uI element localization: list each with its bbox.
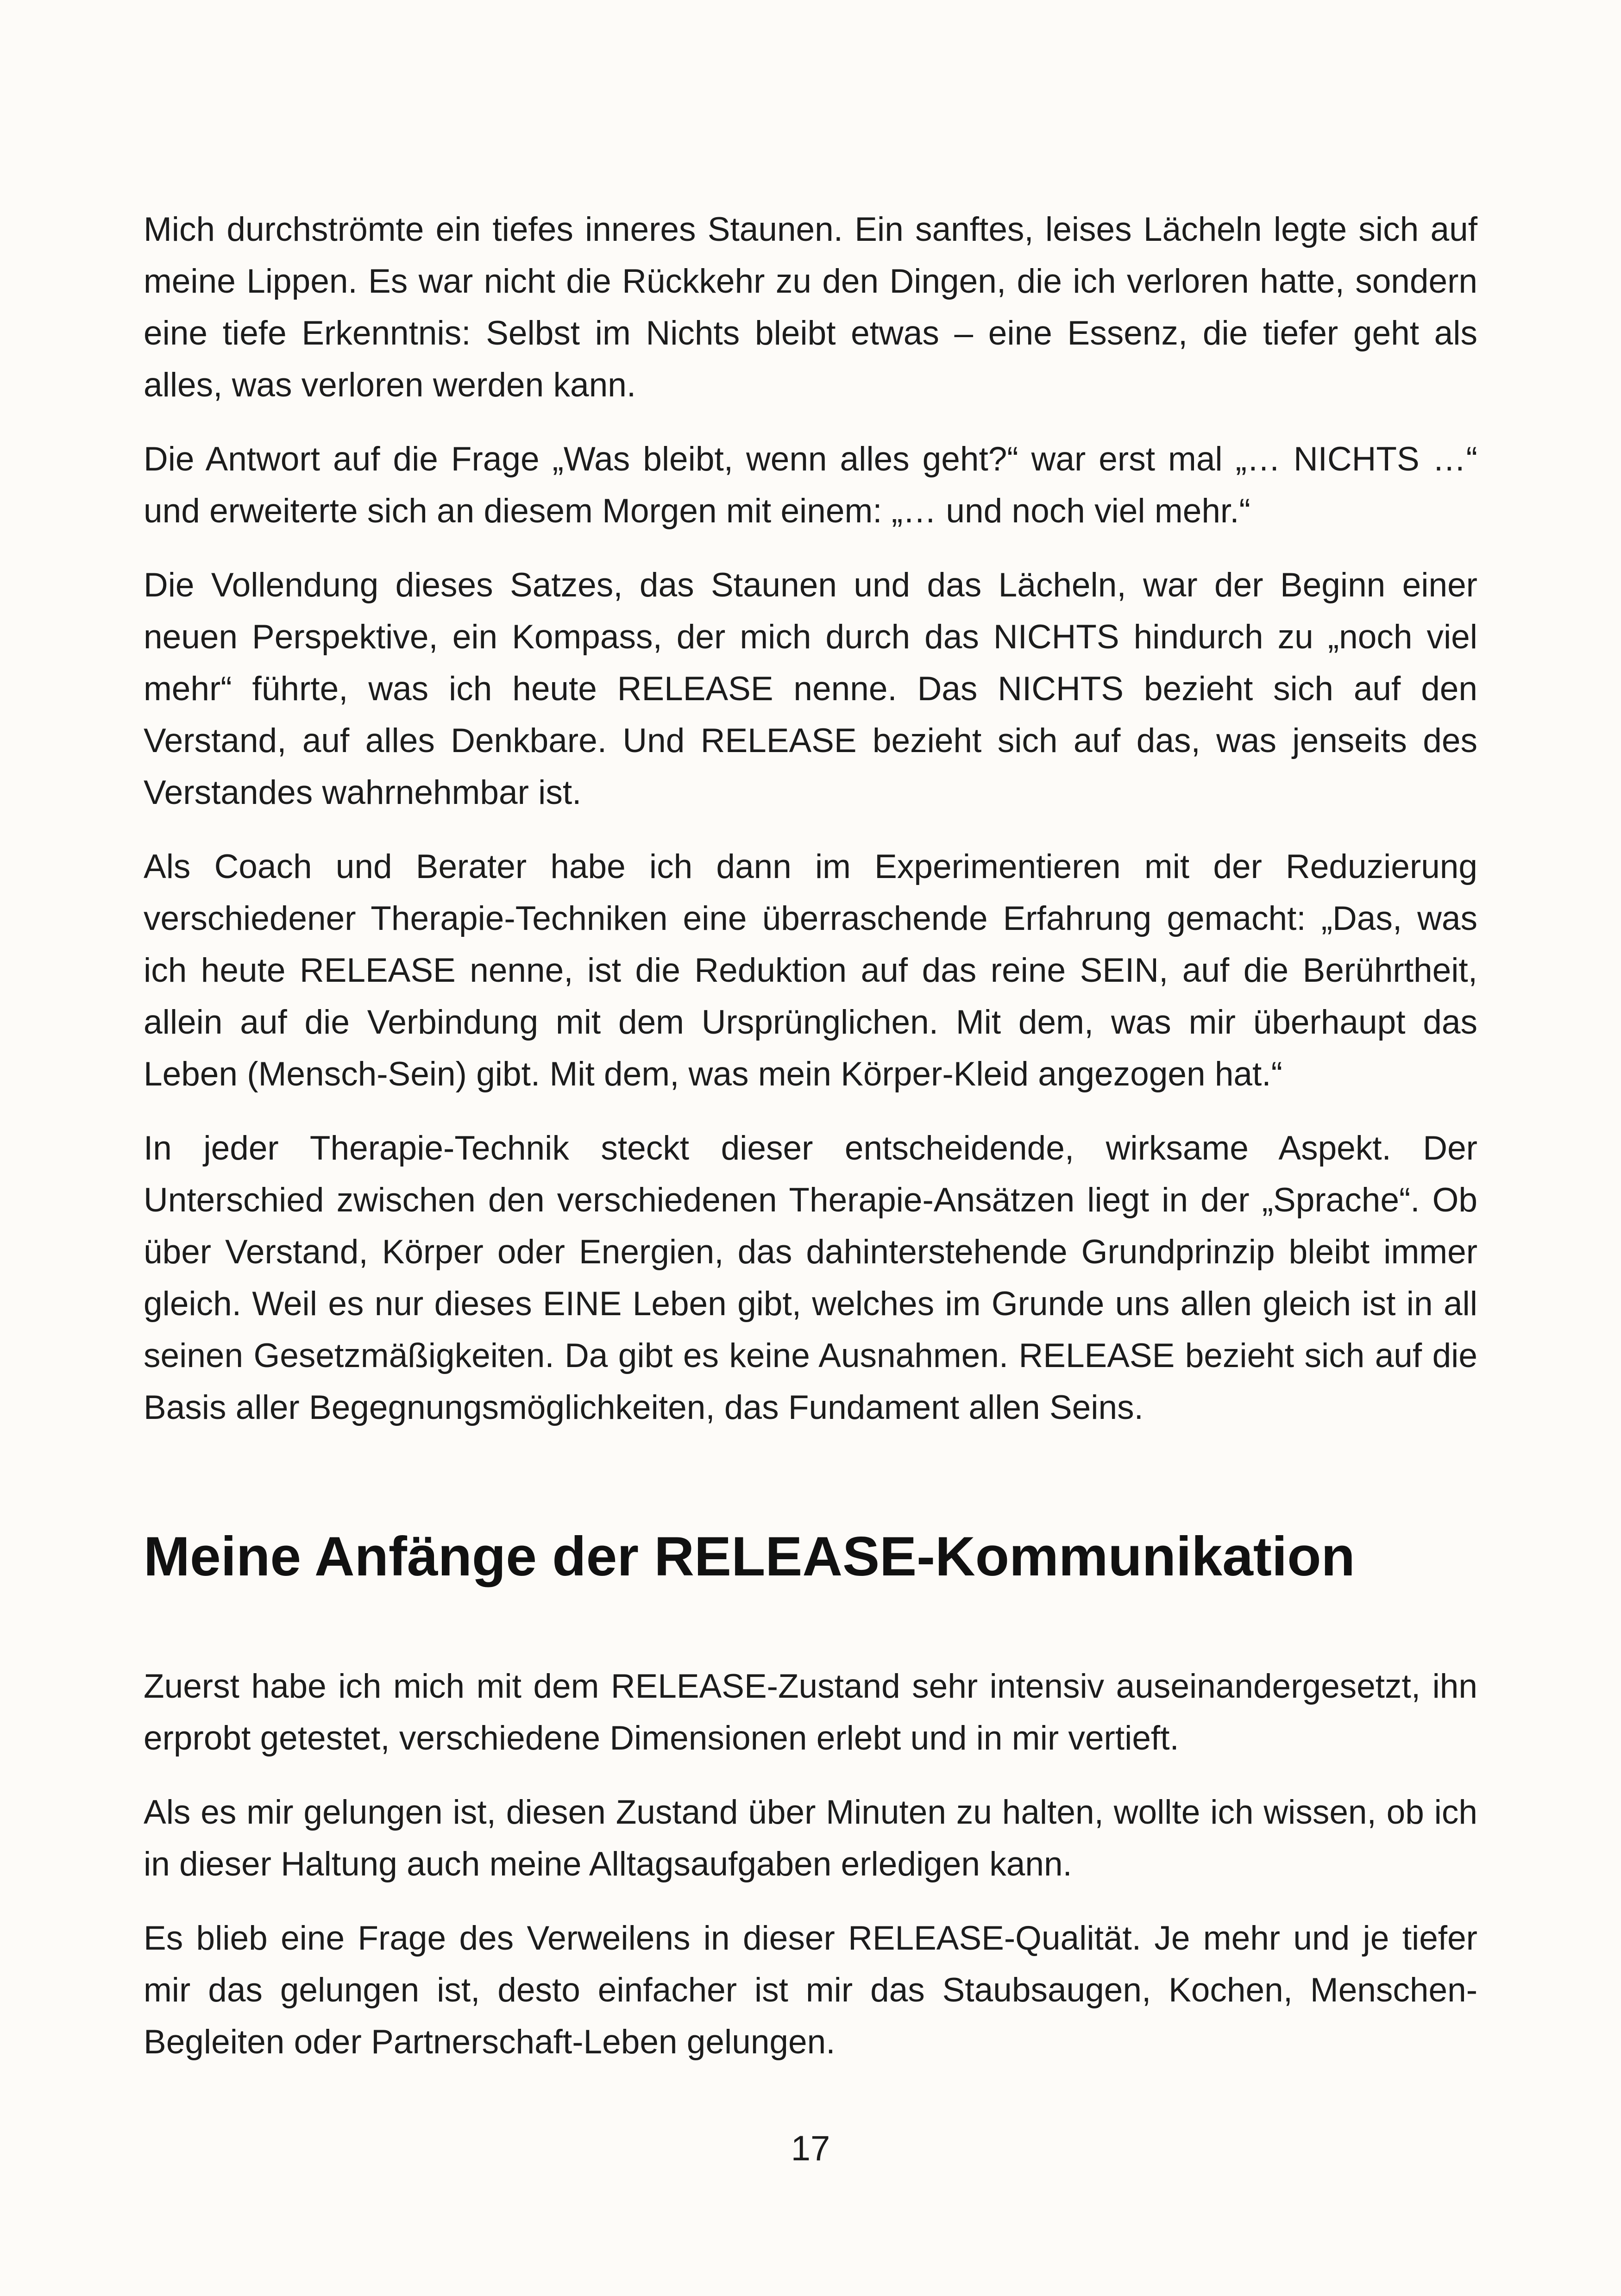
paragraph-zuerst: Zuerst habe ich mich mit dem RELEASE-Zustand sehr intensiv auseinandergesetzt, ihn erprobt getestet, verschiedene Dimensionen erlebt und in mir vertieft. (144, 1668, 1477, 1757)
paragraph-es-blieb: Es blieb eine Frage des Verweilens in dieser RELEASE-Qualität. Je mehr und je tiefer mir das gelungen ist, desto einfacher ist mir das Staubsaugen, Kochen, Menschen-Begleiten oder Partnerschaft-Leben gelungen. (144, 1920, 1477, 2061)
paragraph-therapie-technik: In jeder Therapie-Technik steckt dieser entscheidende, wirksame Aspekt. Der Unterschied zwischen den verschiedenen Therapie-Ansätzen liegt in der „Sprache“. Ob über Verstand, Körper oder Energien, das dahinterstehende Grundprinzip bleibt immer gleich. Weil es nur dieses EINE Leben gibt, welches im Grunde uns allen gleich ist in all seinen Gesetzmäßigkeiten. Da gibt es keine Ausnahmen. RELEASE bezieht sich auf die Basis aller Begegnungsmöglichkeiten, das Fundament allen Seins. (144, 1129, 1477, 1426)
section-heading: Meine Anfänge der RELEASE-Kommunikation (144, 1525, 1355, 1587)
page-number: 17 (791, 2129, 830, 2168)
paragraph-staunen: Mich durchströmte ein tiefes inneres Staunen. Ein sanftes, leises Lächeln legte sich auf meine Lippen. Es war nicht die Rückkehr zu den Dingen, die ich verloren hatte, sondern eine tiefe Erkenntnis: Selbst im Nichts bleibt etwas – eine Essenz, die tiefer geht als alles, was verloren werden kann. (144, 211, 1477, 404)
paragraph-coach: Als Coach und Berater habe ich dann im Experimentieren mit der Reduzierung verschiedener Therapie-Techniken eine überraschende Erfahrung gemacht: „Das, was ich heute RELEASE nenne, ist die Reduktion auf das reine SEIN, auf die Berührtheit, allein auf die Verbindung mit dem Ursprünglichen. Mit dem, was mir überhaupt das Leben (Mensch-Sein) gibt. Mit dem, was mein Körper-Kleid angezogen hat.“ (144, 848, 1477, 1093)
page-body (144, 204, 1477, 2090)
paragraph-vollendung: Die Vollendung dieses Satzes, das Staunen und das Lächeln, war der Beginn einer neuen Perspektive, ein Kompass, der mich durch das NICHTS hindurch zu „noch viel mehr“ führte, was ich heute RELEASE nenne. Das NICHTS bezieht sich auf den Verstand, auf alles Denkbare. Und RELEASE bezieht sich auf das, was jenseits des Verstandes wahrnehmbar ist. (144, 566, 1477, 811)
paragraph-antwort: Die Antwort auf die Frage „Was bleibt, wenn alles geht?“ war erst mal „… NICHTS …“ und erweiterte sich an diesem Morgen mit einem: „… und noch viel mehr.“ (144, 440, 1477, 530)
paragraph-als-es: Als es mir gelungen ist, diesen Zustand über Minuten zu halten, wollte ich wissen, ob ich in dieser Haltung auch meine Alltagsaufgaben erledigen kann. (144, 1794, 1477, 1883)
